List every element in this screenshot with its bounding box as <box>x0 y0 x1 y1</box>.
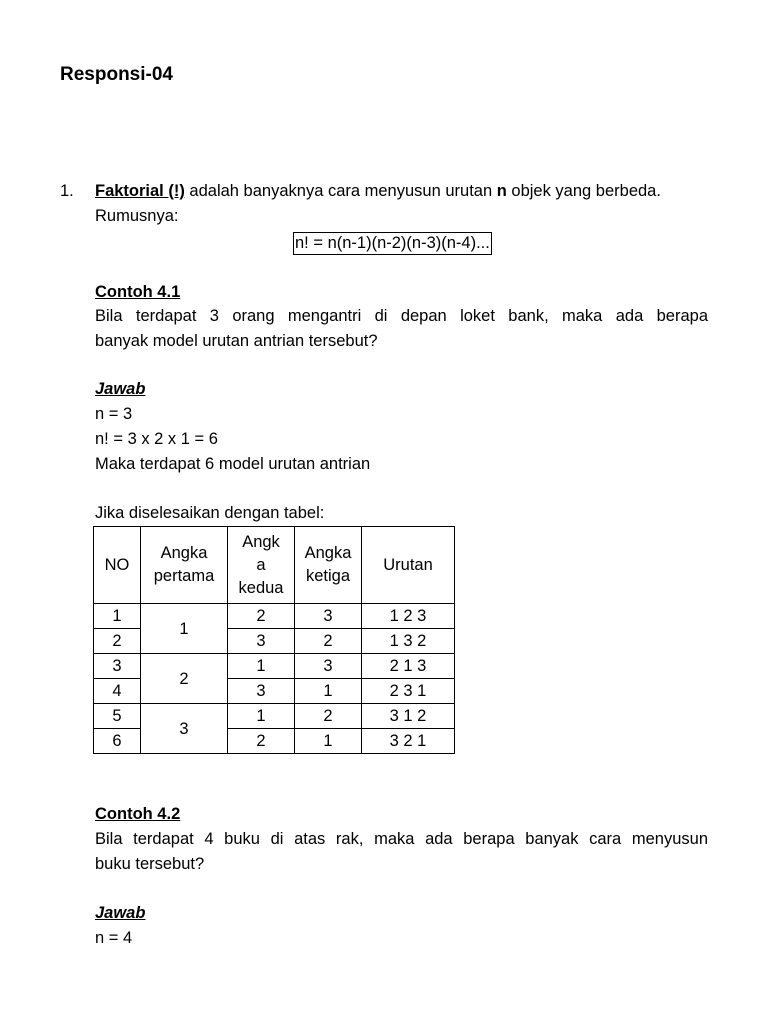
header-second-digit-line-1: Angk <box>242 532 280 551</box>
header-third-digit-line-2: ketiga <box>305 567 351 585</box>
cell-no: 4 <box>94 679 141 704</box>
example-4-2-line-2: buku tersebut? <box>95 855 205 873</box>
list-number: 1. <box>60 182 74 200</box>
header-second-digit-line-2: a <box>256 555 266 574</box>
cell-third-digit: 3 <box>295 654 362 679</box>
header-second-digit-line-3: kedua <box>238 578 284 597</box>
header-second-digit <box>228 527 295 604</box>
header-first-digit <box>141 527 228 604</box>
answer-heading-1: Jawab <box>95 380 146 398</box>
definition-n: n <box>496 182 507 200</box>
cell-first-digit: 1 <box>141 604 228 654</box>
cell-order: 3 1 2 <box>362 704 455 729</box>
factorial-formula: n! = n(n-1)(n-2)(n-3)(n-4)... <box>293 232 492 255</box>
header-first-digit-line-2: pertama <box>153 567 215 585</box>
table-header-row <box>94 527 455 604</box>
table-intro: Jika diselesaikan dengan tabel: <box>95 504 325 522</box>
cell-second-digit: 2 <box>228 604 295 629</box>
cell-first-digit: 3 <box>141 704 228 754</box>
answer-heading-2: Jawab <box>95 904 146 922</box>
cell-no: 1 <box>94 604 141 629</box>
header-third-digit <box>295 527 362 604</box>
cell-third-digit: 3 <box>295 604 362 629</box>
cell-third-digit: 2 <box>295 629 362 654</box>
cell-second-digit: 3 <box>228 629 295 654</box>
cell-no: 5 <box>94 704 141 729</box>
header-order: Urutan <box>362 527 455 604</box>
table-row <box>94 654 455 679</box>
cell-second-digit: 1 <box>228 654 295 679</box>
header-first-digit-line-1: Angka <box>160 544 208 562</box>
definition-text-b: objek yang berbeda. <box>506 182 661 200</box>
header-no: NO <box>94 527 141 604</box>
cell-order: 1 2 3 <box>362 604 455 629</box>
cell-first-digit: 2 <box>141 654 228 704</box>
formula-label: Rumusnya: <box>95 207 179 225</box>
cell-second-digit: 2 <box>228 729 295 754</box>
factorial-definition <box>95 182 661 201</box>
cell-order: 3 2 1 <box>362 729 455 754</box>
answer-1-line-3: Maka terdapat 6 model urutan antrian <box>95 455 371 473</box>
example-4-2-line-1: Bila terdapat 4 buku di atas rak, maka ada berapa banyak cara menyusun <box>95 830 708 848</box>
example-4-1-line-1: Bila terdapat 3 orang mengantri di depan loket bank, maka ada berapa <box>95 307 708 325</box>
cell-order: 2 1 3 <box>362 654 455 679</box>
permutation-table <box>93 526 455 754</box>
cell-no: 2 <box>94 629 141 654</box>
header-third-digit-line-1: Angka <box>304 544 352 562</box>
answer-2-line-1: n = 4 <box>95 929 133 947</box>
cell-third-digit: 1 <box>295 729 362 754</box>
cell-no: 6 <box>94 729 141 754</box>
cell-third-digit: 2 <box>295 704 362 729</box>
factorial-term: Faktorial (!) <box>95 182 185 200</box>
cell-second-digit: 1 <box>228 704 295 729</box>
table-row <box>94 604 455 629</box>
example-4-1-heading: Contoh 4.1 <box>95 283 181 301</box>
table-row <box>94 704 455 729</box>
example-4-1-line-2: banyak model urutan antrian tersebut? <box>95 332 378 350</box>
cell-order: 1 3 2 <box>362 629 455 654</box>
answer-1-line-2: n! = 3 x 2 x 1 = 6 <box>95 430 218 448</box>
example-4-2-heading: Contoh 4.2 <box>95 805 181 823</box>
cell-no: 3 <box>94 654 141 679</box>
answer-1-line-1: n = 3 <box>95 405 133 423</box>
cell-second-digit: 3 <box>228 679 295 704</box>
cell-third-digit: 1 <box>295 679 362 704</box>
cell-order: 2 3 1 <box>362 679 455 704</box>
page-title: Responsi-04 <box>60 64 173 85</box>
definition-text-a: adalah banyaknya cara menyusun urutan <box>184 182 497 200</box>
